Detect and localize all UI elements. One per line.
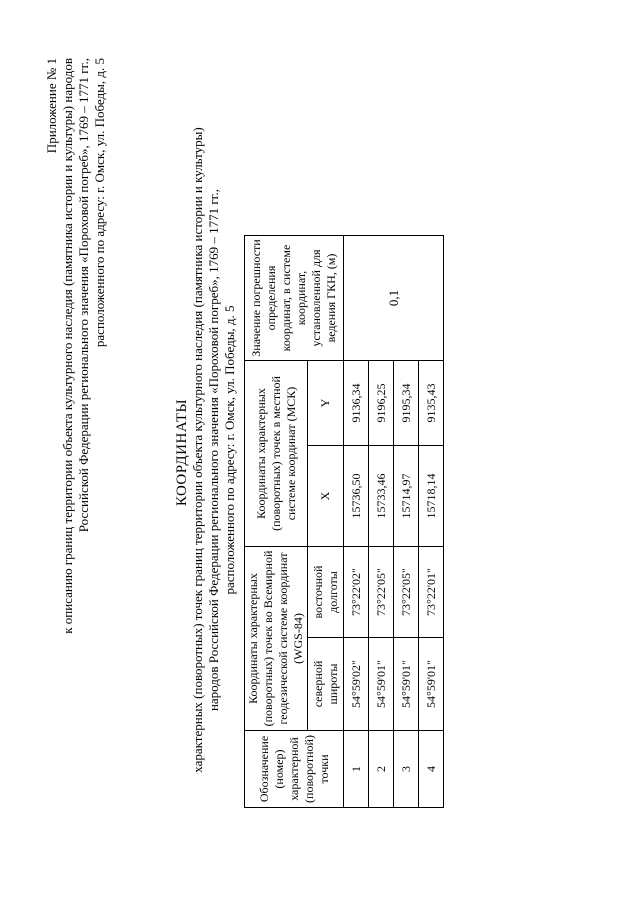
header-wgs-coordinates: Координаты характерных (поворотных) точек во Всемирной геодезической системе координат (WGS-84): [245, 547, 308, 731]
header-accuracy: Значение погрешности определения координат, в системе координат, установленной для ведения ГКН, (м): [245, 236, 344, 361]
cell-latitude: 54°59'01": [369, 638, 394, 731]
cell-point: 2: [369, 731, 394, 808]
coordinates-table: [244, 235, 444, 808]
cell-y: 9195,34: [394, 361, 419, 446]
annex-description-line: Российской Федерации регионального значения «Пороховой погреб», 1769 – 1771 гг.,: [76, 58, 91, 533]
cell-longitude: 73°22'05": [394, 547, 419, 638]
cell-latitude: 54°59'01": [394, 638, 419, 731]
table-header-row: [245, 236, 308, 808]
table-row: [344, 236, 369, 808]
cell-point: 3: [394, 731, 419, 808]
subheader-y: Y: [308, 361, 344, 446]
document-subtitle: [190, 55, 238, 845]
header-point-number: Обозначение (номер) характерной (поворотной) точки: [245, 731, 344, 808]
subheader-longitude: восточной долготы: [308, 547, 344, 638]
subtitle-line: народов Российской Федерации регионального значения «Пороховой погреб», 1769 – 1771 гг.,: [206, 188, 221, 712]
cell-longitude: 73°22'05": [369, 547, 394, 638]
header-msk-coordinates: Координаты характерных (поворотных) точек в местной системе координат (МСК): [245, 361, 308, 547]
cell-longitude: 73°22'02": [344, 547, 369, 638]
cell-point: 1: [344, 731, 369, 808]
cell-x: 15714,97: [394, 446, 419, 547]
cell-y: 9136,34: [344, 361, 369, 446]
annex-description-line: к описанию границ территории объекта культурного наследия (памятника истории и культуры) народов: [60, 58, 75, 634]
cell-latitude: 54°59'01": [419, 638, 444, 731]
subheader-x: X: [308, 446, 344, 547]
document-title: КООРДИНАТЫ: [174, 398, 190, 507]
cell-longitude: 73°22'01": [419, 547, 444, 638]
cell-point: 4: [419, 731, 444, 808]
cell-x: 15736,50: [344, 446, 369, 547]
subtitle-line: расположенного по адресу: г. Омск, ул. Победы, д. 5: [222, 305, 237, 595]
annex-header: [44, 58, 108, 825]
cell-accuracy: 0,1: [344, 236, 444, 361]
annex-address-line: расположенного по адресу: г. Омск, ул. Победы, д. 5: [92, 58, 107, 348]
subtitle-line: характерных (поворотных) точек границ территории объекта культурного наследия (памятника истории и культуры): [190, 127, 205, 773]
subheader-latitude: северной широты: [308, 638, 344, 731]
cell-x: 15733,46: [369, 446, 394, 547]
cell-y: 9135,43: [419, 361, 444, 446]
cell-y: 9196,25: [369, 361, 394, 446]
cell-x: 15718,14: [419, 446, 444, 547]
annex-number: Приложение № 1: [44, 58, 59, 154]
cell-latitude: 54°59'02": [344, 638, 369, 731]
